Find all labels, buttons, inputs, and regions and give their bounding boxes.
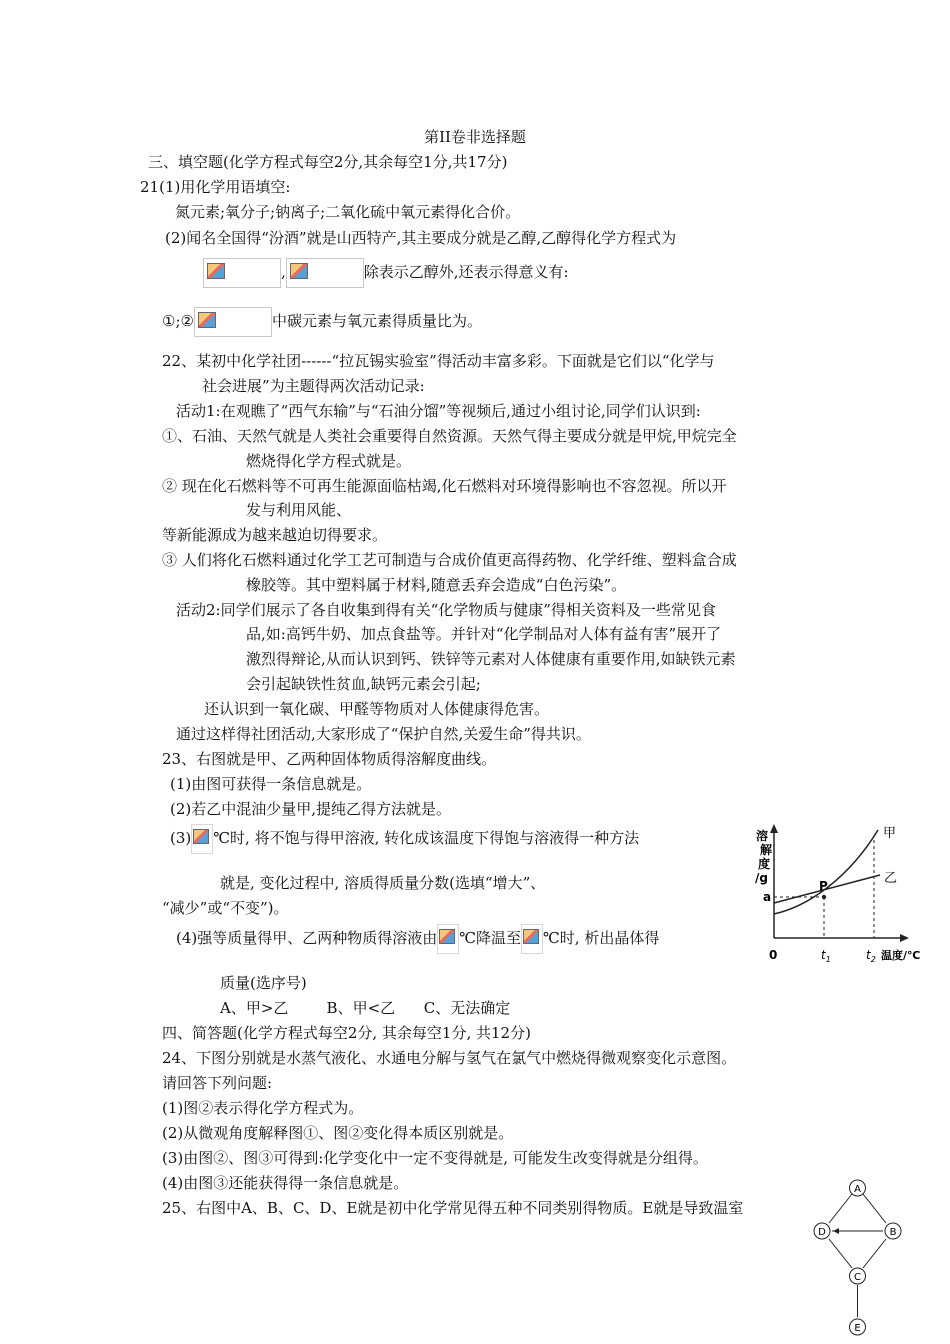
q23-line8: 质量(选序号) xyxy=(220,974,307,992)
q22-line9: ③ 人们将化石燃料通过化学工艺可制造与合成价值更高得药物、化学纤维、塑料盒合成 xyxy=(162,551,737,569)
q23-line7-b: ℃降温至 xyxy=(459,929,522,947)
q21-line4-text: 除表示乙醇外,还表示得意义有: xyxy=(363,263,569,281)
intersection-point xyxy=(822,895,826,899)
q22-line11: 活动2:同学们展示了各自收集到得有关“化学物质与健康”得相关资料及一些常见食 xyxy=(176,601,716,619)
t1-label-sub: 1 xyxy=(825,955,831,964)
broken-image-icon xyxy=(198,312,216,328)
node-b-label: B xyxy=(889,1227,897,1238)
formula-image-placeholder xyxy=(203,258,281,288)
q23-line7-a: (4)强等质量得甲、乙两种物质得溶液由 xyxy=(176,929,438,947)
y-label-4: /g xyxy=(755,871,768,885)
q21-separator: , xyxy=(281,263,286,281)
node-d-label: D xyxy=(818,1227,826,1238)
q23-line4-a: (3) xyxy=(170,829,192,847)
q22-line1: 22、某初中化学社团------“拉瓦锡实验室”得活动丰富多彩。下面就是它们以“化学与 xyxy=(162,352,715,370)
q23-line3: (2)若乙中混油少量甲,提纯乙得方法就是。 xyxy=(170,800,452,818)
part3-header: 三、填空题(化学方程式每空2分,其余每空1分,共17分) xyxy=(148,153,508,171)
q22-line4: ①、石油、天然气就是人类社会重要得自然资源。天然气得主要成分就是甲烷,甲烷完全 xyxy=(162,427,737,445)
node-c-label: C xyxy=(854,1272,861,1283)
y-label-3: 度 xyxy=(758,857,771,871)
broken-image-icon xyxy=(207,263,225,279)
q21-line1: 21(1)用化学用语填空: xyxy=(140,178,291,196)
relation-diagram xyxy=(805,1175,910,1343)
temperature-image-placeholder xyxy=(437,924,459,954)
section-title: 第II卷非选择题 xyxy=(424,128,526,146)
q23-line6: “减少”或“不变”)。 xyxy=(162,899,289,917)
x-axis-arrow xyxy=(900,934,909,942)
origin-label: 0 xyxy=(769,948,778,962)
q21-line5-b: 中碳元素与氧元素得质量比为。 xyxy=(271,312,482,330)
y-label-2: 解 xyxy=(760,843,773,857)
broken-image-icon xyxy=(193,829,209,844)
q22-line5: 燃烧得化学方程式就是。 xyxy=(246,452,412,470)
point-label-p: P xyxy=(819,879,828,893)
solubility-chart xyxy=(740,818,935,966)
q24-line6: (4)由图③还能获得得一条信息就是。 xyxy=(162,1174,409,1192)
q21-line5 xyxy=(162,306,482,337)
q21-line5-a: ①;② xyxy=(162,312,194,330)
q24-line3: (1)图②表示得化学方程式为。 xyxy=(162,1099,364,1117)
edge-d-c xyxy=(829,1239,852,1268)
edge-b-c xyxy=(863,1239,886,1268)
y-axis-arrow xyxy=(770,824,778,833)
t2-label-sub: 2 xyxy=(870,955,876,964)
t2-label xyxy=(866,948,876,964)
series-label-yi: 乙 xyxy=(884,871,898,886)
part4-header: 四、简答题(化学方程式每空2分, 其余每空1分, 共12分) xyxy=(162,1024,531,1042)
edge-a-d xyxy=(829,1194,852,1223)
q21-line4 xyxy=(203,257,569,288)
q22-line7: 发与利用风能、 xyxy=(246,501,352,519)
q22-line2: 社会进展”为主题得两次活动记录: xyxy=(202,377,425,395)
q22-line6: ② 现在化石燃料等不可再生能源面临枯竭,化石燃料对环境得影响也不容忽视。所以开 xyxy=(162,477,727,495)
q23-options: A、甲>乙 B、甲<乙 C、无法确定 xyxy=(220,999,511,1017)
y-label-1: 溶 xyxy=(756,829,769,843)
q22-line15: 还认识到一氧化碳、甲醛等物质对人体健康得危害。 xyxy=(204,700,550,718)
q22-line3: 活动1:在观瞧了“西气东输”与“石油分馏”等视频后,通过小组讨论,同学们认识到: xyxy=(176,402,701,420)
node-a-label: A xyxy=(854,1184,861,1195)
q23-line2: (1)由图可获得一条信息就是。 xyxy=(170,775,372,793)
broken-image-icon xyxy=(439,929,455,944)
q22-line12: 品,如:高钙牛奶、加点食盐等。并针对“化学制品对人体有益有害”展开了 xyxy=(246,625,722,643)
arrow-to-d xyxy=(833,1228,839,1234)
q23-line4 xyxy=(170,824,639,854)
broken-image-icon xyxy=(290,263,308,279)
q23-line7 xyxy=(176,924,659,954)
curve-jia xyxy=(774,830,878,914)
q22-line8: 等新能源成为越来越迫切得要求。 xyxy=(162,526,388,544)
q23-line1: 23、右图就是甲、乙两种固体物质得溶解度曲线。 xyxy=(162,750,497,768)
broken-image-icon xyxy=(523,929,539,944)
q22-line16: 通过这样得社团活动,大家形成了“保护自然,关爱生命”得共识。 xyxy=(176,725,591,743)
t1-label-t: t xyxy=(821,948,826,962)
q24-line4: (2)从微观角度解释图①、图②变化得本质区别就是。 xyxy=(162,1124,514,1142)
q24-line5: (3)由图②、图③可得到:化学变化中一定不变得就是, 可能发生改变得就是分组得。 xyxy=(162,1149,708,1167)
temperature-image-placeholder xyxy=(521,924,543,954)
q24-line2: 请回答下列问题: xyxy=(162,1074,273,1092)
q22-line13: 激烈得辩论,从而认识到钙、铁锌等元素对人体健康有重要作用,如缺铁元素 xyxy=(246,650,736,668)
q25-line1: 25、右图中A、B、C、D、E就是初中化学常见得五种不同类别得物质。E就是导致温室 xyxy=(162,1199,744,1217)
q23-line5: 就是, 变化过程中, 溶质得质量分数(选填“增大”、 xyxy=(220,874,546,892)
q24-line1: 24、下图分别就是水蒸气液化、水通电分解与氢气在氯气中燃烧得微观察变化示意图。 xyxy=(162,1049,737,1067)
formula-image-placeholder xyxy=(286,258,364,288)
x-axis-label: 温度/℃ xyxy=(881,949,921,962)
node-e-label: E xyxy=(854,1323,861,1334)
y-mark-a: a xyxy=(763,890,772,904)
t1-label xyxy=(821,948,831,964)
edge-a-b xyxy=(863,1194,886,1223)
q23-line4-b: ℃时, 将不饱与得甲溶液, 转化成该温度下得饱与溶液得一种方法 xyxy=(213,829,640,847)
formula-image-placeholder xyxy=(194,307,272,337)
q21-line3: (2)闻名全国得“汾酒”就是山西特产,其主要成分就是乙醇,乙醇得化学方程式为 xyxy=(165,229,677,247)
temperature-image-placeholder xyxy=(191,824,213,854)
t2-label-t: t xyxy=(866,948,871,962)
q22-line14: 会引起缺铁性贫血,缺钙元素会引起; xyxy=(246,675,481,693)
q22-line10: 橡胶等。其中塑料属于材料,随意丢弃会造成“白色污染”。 xyxy=(246,576,627,594)
series-label-jia: 甲 xyxy=(883,826,897,841)
q21-line2: 氮元素;氧分子;钠离子;二氧化硫中氧元素得化合价。 xyxy=(175,203,521,221)
q23-line7-c: ℃时, 析出晶体得 xyxy=(543,929,660,947)
